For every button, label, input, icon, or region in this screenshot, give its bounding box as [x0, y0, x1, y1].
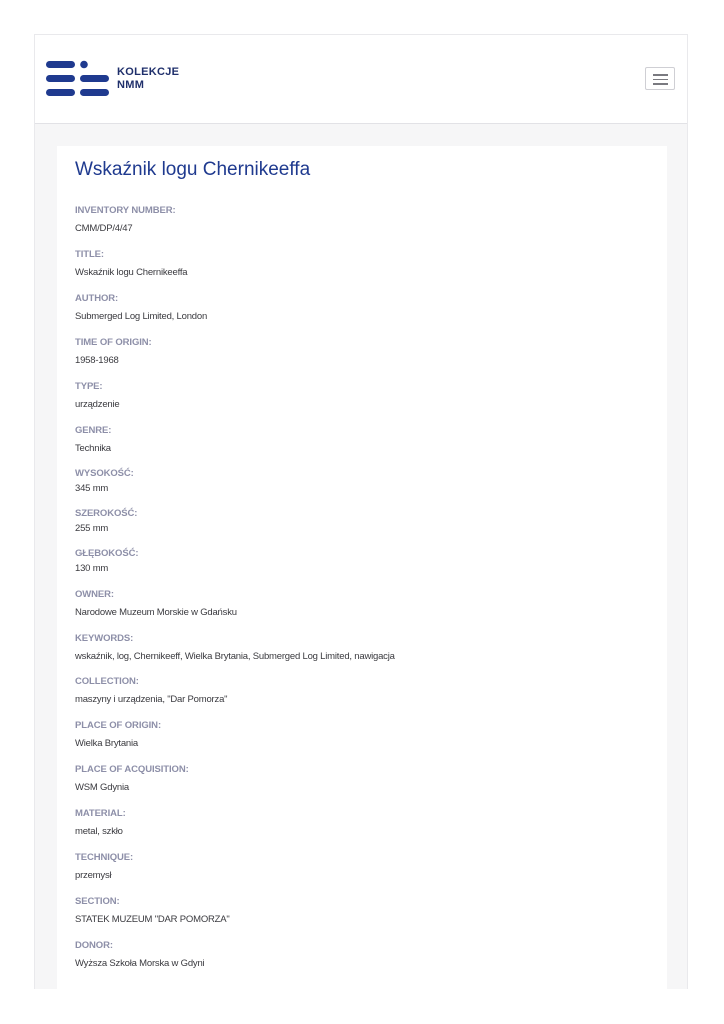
- field-genre: [75, 425, 111, 455]
- field-label: SECTION:: [75, 896, 120, 907]
- field-value: maszyny i urządzenia, "Dar Pomorza": [75, 694, 228, 705]
- page-title: Wskaźnik logu Chernikeeffa: [75, 159, 311, 180]
- field-label: AUTHOR:: [75, 293, 119, 304]
- field-donor: [75, 940, 204, 970]
- menu-toggle-button[interactable]: [645, 67, 675, 90]
- field-technique: [75, 852, 133, 882]
- field-value: 345 mm: [75, 483, 109, 494]
- field-value: przemysł: [75, 870, 112, 881]
- field-value: Wskaźnik logu Chernikeeffa: [75, 267, 188, 278]
- field-value: 1958-1968: [75, 355, 119, 366]
- field-author: [75, 293, 207, 323]
- field-label: PLACE OF ORIGIN:: [75, 720, 162, 731]
- field-section: [75, 896, 230, 926]
- field-type: [75, 381, 119, 411]
- field-value: 255 mm: [75, 523, 109, 534]
- field-label: TITLE:: [75, 249, 104, 260]
- field-label: PLACE OF ACQUISITION:: [75, 764, 189, 775]
- navbar: [35, 35, 687, 124]
- brand-line-2: NMM: [117, 79, 145, 91]
- field-label: INVENTORY NUMBER:: [75, 205, 176, 216]
- field-value: Narodowe Muzeum Morskie w Gdańsku: [75, 607, 237, 618]
- field-material: [75, 808, 126, 838]
- field-label: GŁĘBOKOŚĆ:: [75, 548, 139, 559]
- field-inventory-number: [75, 205, 176, 235]
- field-label: GENRE:: [75, 425, 112, 436]
- brand-line-1: KOLEKCJE: [117, 66, 180, 78]
- brand-name[interactable]: [117, 66, 179, 92]
- field-value: wskaźnik, log, Chernikeeff, Wielka Brytania, Submerged Log Limited, nawigacja: [75, 651, 395, 662]
- field-value: metal, szkło: [75, 826, 123, 837]
- field-place-of-origin: [75, 720, 161, 750]
- field-value: 130 mm: [75, 563, 109, 574]
- logo-mark-icon: [46, 60, 110, 98]
- field-value: Technika: [75, 443, 111, 454]
- field-time-of-origin: [75, 337, 152, 367]
- field-value: Submerged Log Limited, London: [75, 311, 208, 322]
- field-depth: [75, 548, 138, 575]
- field-label: TECHNIQUE:: [75, 852, 134, 863]
- field-place-of-acquisition: [75, 764, 189, 794]
- field-keywords: [75, 633, 395, 663]
- field-label: KEYWORDS:: [75, 633, 134, 644]
- field-label: WYSOKOŚĆ:: [75, 468, 134, 479]
- field-owner: [75, 589, 237, 619]
- field-label: OWNER:: [75, 589, 114, 600]
- field-label: MATERIAL:: [75, 808, 126, 819]
- field-height: [75, 468, 134, 495]
- field-value: WSM Gdynia: [75, 782, 129, 793]
- field-collection: [75, 676, 227, 706]
- page-frame: [34, 34, 688, 989]
- field-value: Wielka Brytania: [75, 738, 138, 749]
- field-value: CMM/DP/4/47: [75, 223, 133, 234]
- field-label: TIME OF ORIGIN:: [75, 337, 152, 348]
- field-label: COLLECTION:: [75, 676, 139, 687]
- field-title: [75, 249, 187, 279]
- field-label: DONOR:: [75, 940, 113, 951]
- field-value: urządzenie: [75, 399, 120, 410]
- field-value: Wyższa Szkoła Morska w Gdyni: [75, 958, 205, 969]
- field-label: SZEROKOŚĆ:: [75, 508, 138, 519]
- record-card: [57, 146, 667, 989]
- field-label: TYPE:: [75, 381, 103, 392]
- field-width: [75, 508, 137, 535]
- field-value: STATEK MUZEUM "DAR POMORZA": [75, 914, 230, 925]
